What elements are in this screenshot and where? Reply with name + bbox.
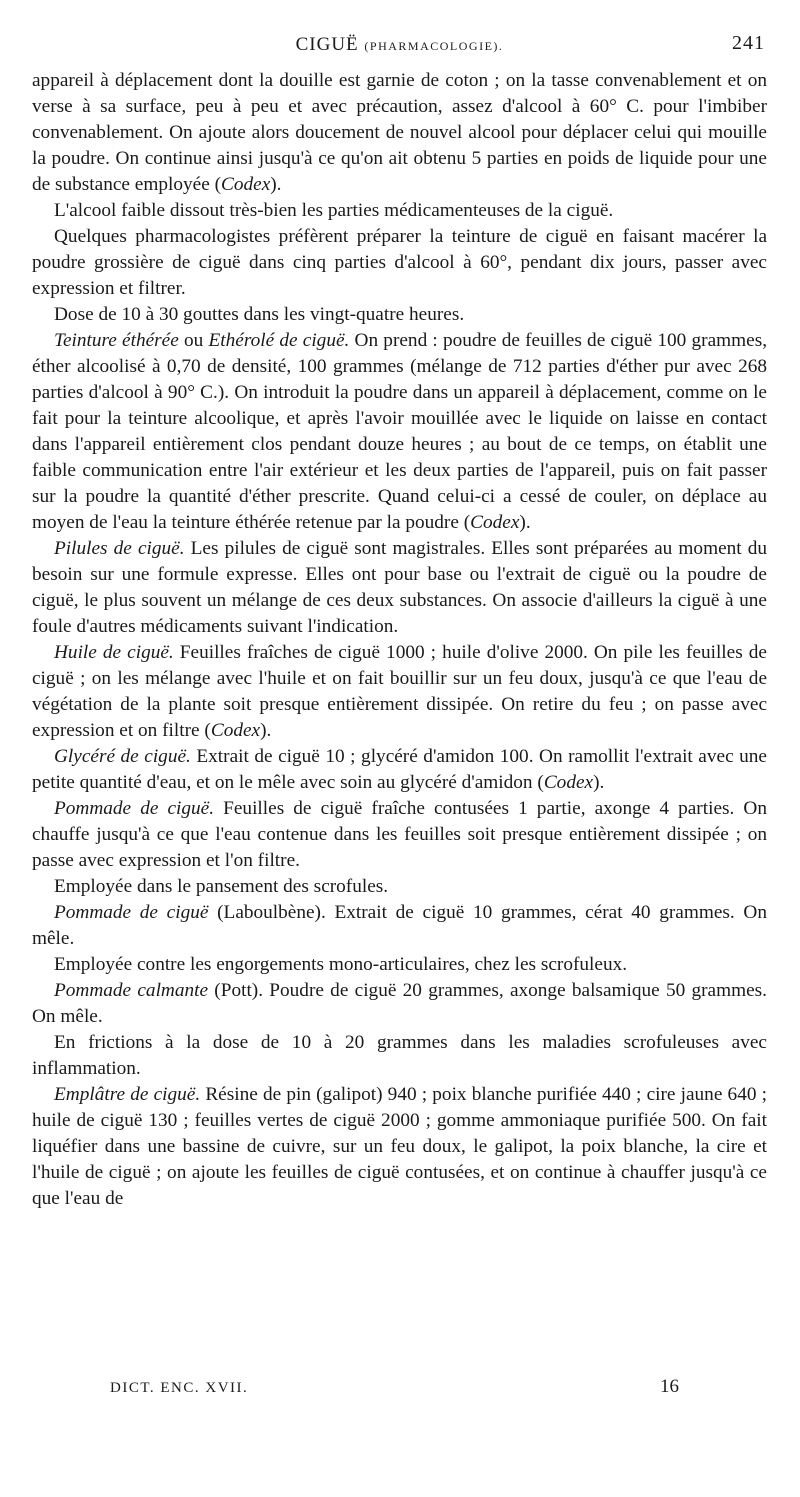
paragraph-text: ). [260, 720, 272, 741]
italic-term: Ethérolé de ciguë. [208, 330, 350, 351]
italic-term: Pilules de ciguë. [54, 538, 185, 559]
paragraph-text: Extrait de ciguë 10 ; glycéré d'amidon 100. On ramollit l'extrait avec une petite quantité d'eau, et on le mêle avec soin au glycéré d'amidon ( [32, 746, 767, 793]
italic-term: Codex [543, 772, 594, 793]
paragraph [32, 302, 767, 328]
paragraph [32, 900, 767, 952]
paragraph-text: On prend : poudre de feuilles de ciguë 100 grammes, éther alcoolisé à 0,70 de densité, 100 grammes (mélange de 712 parties d'éther pur avec 268 parties d'alcool à 90° C.). On introduit la poudre dans un appareil à déplacement, comme on le fait pour la teinture alcoolique, et après l'avoir mouillée avec le liquide on laisse en contact dans l'appareil entièrement clos pendant douze heures ; au bout de ce temps, on établit une faible communication entre l'air extérieur et les deux parties de l'appareil, puis on fait passer sur la poudre la quantité d'éther prescrite. Quand celui-ci a cessé de couler, on déplace au moyen de l'eau la teinture éthérée retenue par la poudre ( [32, 330, 768, 533]
paragraph [32, 328, 767, 536]
page-number: 241 [732, 32, 765, 54]
page [32, 28, 767, 1212]
body-text [32, 68, 767, 1212]
italic-term: Glycéré de ciguë. [54, 746, 191, 767]
italic-term: Huile de ciguë. [54, 642, 174, 663]
italic-term: Pommade de ciguë. [54, 798, 215, 819]
paragraph-text: Employée dans le pansement des scrofules. [54, 876, 389, 897]
paragraph-text: ou [178, 330, 209, 351]
paragraph [32, 198, 767, 224]
paragraph [32, 1082, 767, 1212]
sheet-number: 16 [660, 1376, 679, 1397]
paragraph-text: Quelques pharmacologistes préfèrent préparer la teinture de ciguë en faisant macérer la poudre grossière de ciguë dans cinq parties d'alcool à 60°, pendant dix jours, passer avec expression et filtrer. [32, 226, 767, 299]
paragraph-text: Résine de pin (galipot) 940 ; poix blanche purifiée 440 ; cire jaune 640 ; huile de ciguë 130 ; feuilles vertes de ciguë 2000 ; gomme ammoniaque purifiée 500. On fait liquéfier dans une bassine de cuivre, sur un feu doux, le galipot, la poix blanche, la cire et l'huile de ciguë ; on ajoute les feuilles de ciguë contusées, et on continue à chauffer jusqu'à ce que l'eau de [32, 1084, 767, 1209]
italic-term: Pommade de ciguë [54, 902, 209, 923]
header-subtitle: (PHARMACOLOGIE). [364, 39, 504, 53]
italic-term: Pommade calmante [54, 980, 209, 1001]
paragraph-text: Dose de 10 à 30 gouttes dans les vingt-quatre heures. [54, 304, 465, 325]
paragraph-text: (Pott). Poudre de ciguë 20 grammes, axonge balsamique 50 grammes. On mêle. [32, 980, 767, 1027]
paragraph [32, 744, 767, 796]
paragraph [32, 952, 767, 978]
paragraph [32, 68, 767, 198]
paragraph-text: (Laboulbène). Extrait de ciguë 10 grammes, cérat 40 grammes. On mêle. [32, 902, 767, 949]
paragraph [32, 536, 767, 640]
page-footer [32, 1376, 767, 1406]
paragraph [32, 224, 767, 302]
italic-term: Teinture éthérée [54, 330, 179, 351]
running-title [32, 34, 767, 56]
paragraph [32, 978, 767, 1030]
paragraph-text: ). [519, 512, 531, 533]
signature-mark: DICT. ENC. XVII. [110, 1380, 249, 1396]
paragraph [32, 796, 767, 874]
paragraph [32, 874, 767, 900]
italic-term: Codex [470, 512, 520, 533]
paragraph-text: En frictions à la dose de 10 à 20 grammes dans les maladies scrofuleuses avec inflammation. [32, 1032, 767, 1079]
paragraph-text: Les pilules de ciguë sont magistrales. Elles sont préparées au moment du besoin sur une formule expresse. Elles ont pour base ou l'extrait de ciguë ou la poudre de ciguë, le plus souvent un mélange de ces deux substances. On associe d'ailleurs la ciguë à une foule d'autres médicaments suivant l'indication. [32, 538, 768, 637]
paragraph-text: Feuilles fraîches de ciguë 1000 ; huile d'olive 2000. On pile les feuilles de ciguë ; on les mélange avec l'huile et on fait bouillir sur un feu doux, jusqu'à ce que l'eau de végétation de la plante soit presque entièrement dissipée. On retire du feu ; on passe avec expression et on filtre ( [32, 642, 767, 741]
paragraph-text: ). [593, 772, 605, 793]
paragraph-text: appareil à déplacement dont la douille est garnie de coton ; on la tasse convenablement et on verse à sa surface, peu à peu et avec précaution, assez d'alcool à 60° C. pour l'imbiber convenablement. On ajoute alors doucement de nouvel alcool pour déplacer celui qui mouille la poudre. On continue ainsi jusqu'à ce qu'on ait obtenu 5 parties en poids de liquide pour une de substance employée ( [32, 70, 767, 195]
paragraph-text: ). [270, 174, 282, 195]
header-title: CIGUË [295, 34, 359, 55]
running-header [32, 28, 767, 58]
italic-term: Codex [221, 174, 271, 195]
italic-term: Emplâtre de ciguë. [54, 1084, 201, 1105]
paragraph [32, 1030, 767, 1082]
paragraph [32, 640, 767, 744]
paragraph-text: Feuilles de ciguë fraîche contusées 1 partie, axonge 4 parties. On chauffe jusqu'à ce que l'eau contenue dans les feuilles soit presque entièrement dissipée ; on passe avec expression et l'on filtre. [32, 798, 767, 871]
italic-term: Codex [210, 720, 261, 741]
paragraph-text: Employée contre les engorgements mono-articulaires, chez les scrofuleux. [54, 954, 628, 975]
paragraph-text: L'alcool faible dissout très-bien les parties médicamenteuses de la ciguë. [54, 200, 614, 221]
